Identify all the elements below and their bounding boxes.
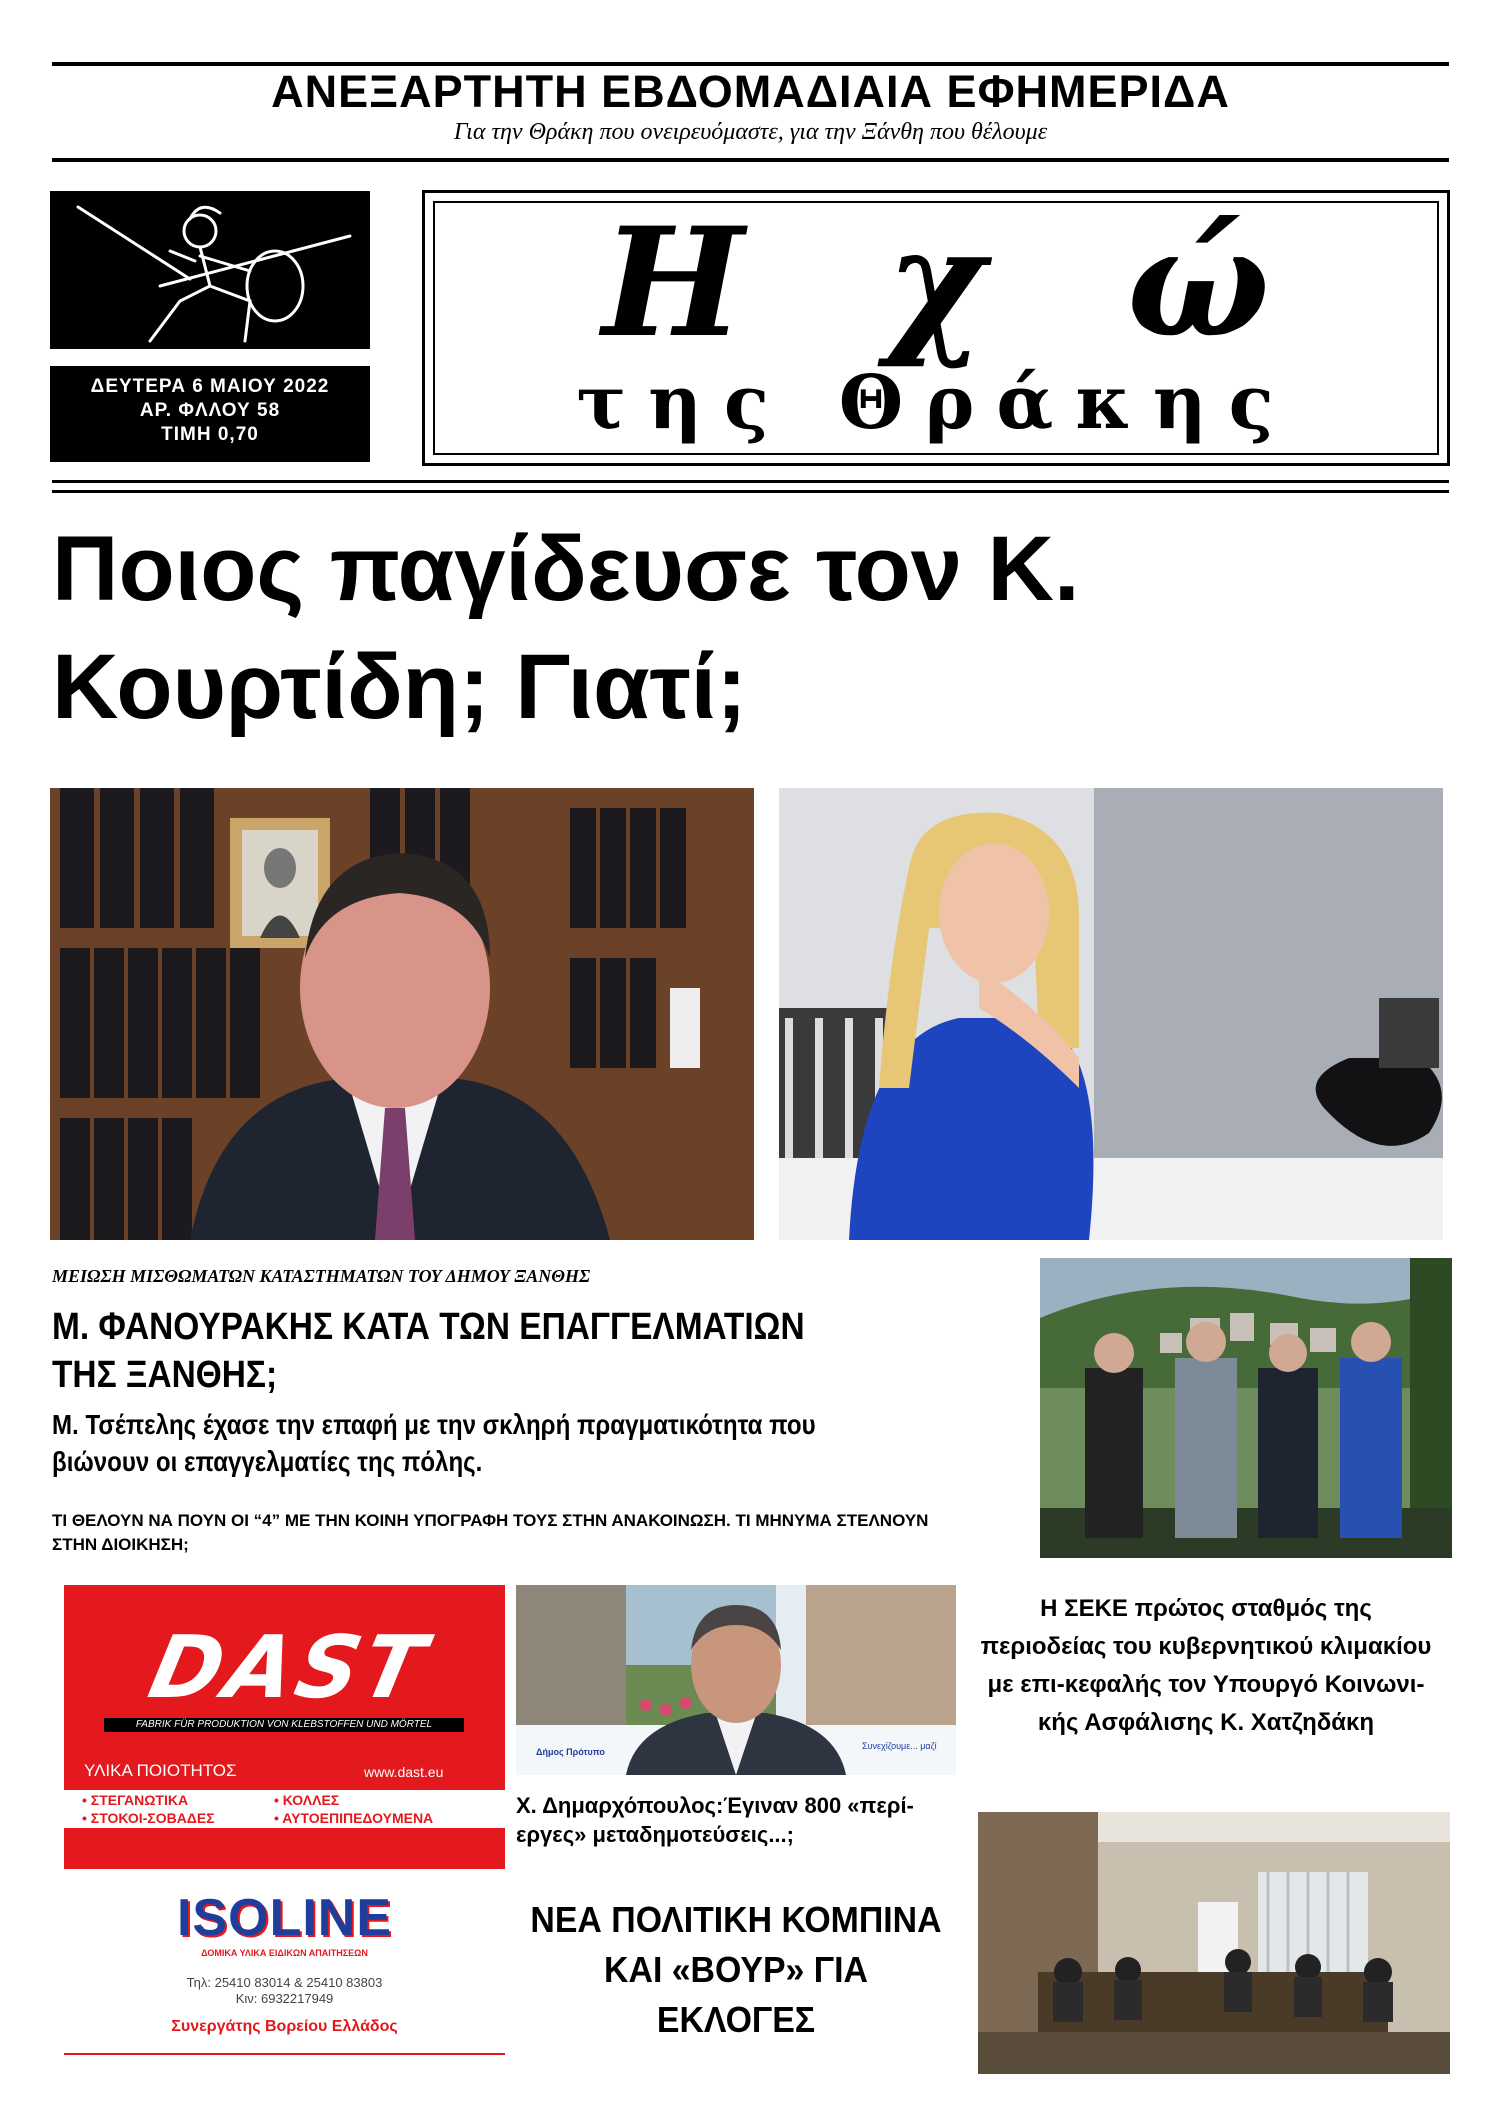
story2-subtitle: Μ. Τσέπελης έχασε την επαφή με την σκληρή πραγματικότητα που βιώνουν οι επαγγελματίες της πόλης.: [52, 1409, 816, 1477]
story2-note: ΤΙ ΘΕΛΟΥΝ ΝΑ ΠΟΥΝ ΟΙ “4” ΜΕ ΤΗΝ ΚΟΙΝΗ ΥΠΟΓΡΑΦΗ ΤΟΥΣ ΣΤΗΝ ΑΝΑΚΟΙΝΩΣΗ. ΤΙ ΜΗΝΥΜΑ ΣΤΕΛΝΟΥΝ ΣΤΗΝ ΔΙΟΙΚΗΣΗ;: [52, 1511, 929, 1554]
dast-items-panel: [64, 1790, 505, 1828]
dast-logo: DAST: [141, 1618, 437, 1718]
issue-date: ΔΕΥΤΕΡΑ 6 ΜΑΙΟΥ 2022: [90, 376, 330, 397]
banner-left-text: Δήμος Πρότυπο: [536, 1747, 605, 1757]
dast-item: • ΣΤΟΚΟΙ-ΣΟΒΑΔΕΣ: [82, 1810, 215, 1826]
isoline-partner: Συνεργάτης Βορείου Ελλάδος: [171, 2018, 398, 2035]
isoline-mobile: Κιν: 6932217949: [235, 1991, 334, 2006]
story2-kicker: ΜΕΙΩΣΗ ΜΙΣΘΩΜΑΤΩΝ ΚΑΤΑΣΤΗΜΑΤΩΝ ΤΟΥ ΔΗΜΟΥ ΞΑΝΘΗΣ: [52, 1266, 591, 1286]
story4-headline: Η ΣΕΚΕ πρώτος σταθμός της περιοδείας του κυβερνητικού κλιμακίου με επι-κεφαλής τον Υπουργό Κοινωνι-κής Ασφάλισης Κ. Χατζηδάκη: [980, 1595, 1432, 1736]
masthead-rule: [52, 158, 1449, 162]
masthead-tagline: Για την Θράκη που ονειρευόμαστε, για την Ξάνθη που θέλουμε: [453, 119, 1048, 145]
banner-right-text: Συνεχίζουμε... μαζί: [862, 1741, 937, 1751]
ad-dast[interactable]: [64, 1585, 505, 1869]
story2-title: Μ. ΦΑΝΟΥΡΑΚΗΣ ΚΑΤΑ ΤΩΝ ΕΠΑΓΓΕΛΜΑΤΙΩΝ ΤΗΣ ΞΑΝΘΗΣ;: [52, 1306, 805, 1396]
main-headline: [52, 510, 1402, 746]
header-rule-1: [52, 480, 1449, 483]
photo-meeting-room: [978, 1812, 1450, 2074]
dast-item: • ΑΥΤΟΕΠΙΠΕΔΟΥΜΕΝΑ: [274, 1810, 434, 1826]
masthead-title: Η χ ώ: [602, 195, 1270, 371]
dast-item: • ΣΤΕΓΑΝΩΤΙΚΑ: [82, 1792, 189, 1808]
dast-quality: ΥΛΙΚΑ ΠΟΙΟΤΗΤΟΣ: [84, 1761, 237, 1780]
dast-slogan: FABRIK FÜR PRODUKTION VON KLEBSTOFFEN UND MÖRTEL: [104, 1718, 464, 1732]
issue-number: ΑΡ. ΦΛΛΟΥ 58: [139, 400, 281, 421]
issue-price: ΤΙΜΗ 0,70: [161, 424, 259, 445]
header-rule-2: [52, 490, 1449, 493]
masthead-subtitle: της Θράκης: [576, 360, 1296, 446]
story3-caption: Χ. Δημαρχόπουλος:Έγιναν 800 «περί-εργες» μεταδημοτεύσεις...;: [516, 1793, 914, 1847]
isoline-sub: ΔΟΜΙΚΑ ΥΛΙΚΑ ΕΙΔΙΚΩΝ ΑΠΑΙΤΗΣΕΩΝ: [201, 1948, 368, 1958]
photo-woman-blue: [779, 788, 1443, 1240]
isoline-rule: [64, 2053, 505, 2055]
photo-four-men: [1040, 1258, 1452, 1558]
logo-warrior: [50, 191, 370, 349]
masthead-title-box: [422, 190, 1450, 466]
isoline-phones: Τηλ: 25410 83014 & 25410 83803: [186, 1975, 383, 1990]
dast-web: www.dast.eu: [364, 1764, 444, 1780]
isoline-logo: ISOLINE: [176, 1889, 393, 1947]
banner-candidate: [516, 1585, 956, 1775]
story3-headline: ΝΕΑ ΠΟΛΙΤΙΚΗ ΚΟΜΠΙΝΑ ΚΑΙ «ΒΟΥΡ» ΓΙΑ ΕΚΛΟΓΕΣ: [530, 1899, 942, 2040]
issue-info-box: [50, 366, 370, 462]
masthead-kicker: ΑΝΕΞΑΡΤΗΤΗ ΕΒΔΟΜΑΔΙΑΙΑ ΕΦΗΜΕΡΙΔΑ: [271, 66, 1230, 117]
ad-isoline[interactable]: [64, 1890, 505, 2060]
main-headline-line2: Κουρτίδη; Γιατί;: [52, 636, 747, 738]
photo-man-library: [50, 788, 754, 1240]
main-headline-line1: Ποιος παγίδευσε τον Κ.: [52, 518, 1080, 620]
dast-item: • ΚΟΛΛΕΣ: [274, 1792, 340, 1808]
